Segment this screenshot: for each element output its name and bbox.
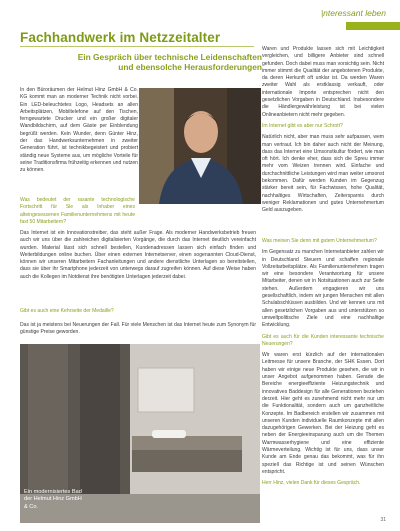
answer-3-text: Natürlich nicht, aber man muss sehr aufpassen, wem man vertraut. Ich bin daher auch nicht der Meinung, dass das Internet eine Umsonstkultur fördert, wie man oft hört. Ich denke eher, dass sich die Spreu immer mehr vom Weizen trennen wird. Einfache und durchschnittliche Leistungen wird man weiter umsonst bekommen. Dafür werden Kunden im Gegenzug stärker bereit sein, für Fachwissen, hohe Qualität, nachhaltiges Wirtschaften, Zeitersparnis durch weniger Reklamationen und gutes Unternehmertum Geld auszugeben. (262, 134, 384, 214)
right-top-text: Waren und Produkte lassen sich mit Leichtigkeit vergleichen, und billigere Anbieter sind schnell gefunden. Doch dabei muss man vorsichtig sein. Nicht immer stimmt die Qualität der angebotenen Produkte, da deren Herkunft oft unklar ist. Da werden Waren zweiter Wahl als erstklassig verkauft, oder internationale Importe entsprechen nicht den gesetzlichen Vorgaben in Deutschland. Insbesondere die Händlergewährleistung ist bei vielen Onlineanbietern nicht mehr gegeben. (262, 46, 384, 118)
answer-1 (20, 230, 256, 285)
question-1 (20, 197, 135, 230)
title-divider (20, 46, 254, 47)
answer-1-text: Das Internet ist ein Innovationstreiber, das steht außer Frage. Als moderner Handwerksbetrieb freuen auch wir uns über die zahlreichen digitalisierten Vorgänge, die durch das Internet deutlich vereinfacht wurden. Material lässt sich schnell bestellen, Kundenadressen lassen sich einfach finden und Weiterbildungen online buchen. Über einen externen Internetserver, einen sogenannten Cloud-Dienst, können wir unseren Mitarbeitern Fachanleitungen und andere dienstliche Unterlagen so bereitstellen, dass sie über ihr Smartphone jederzeit von unterwegs darauf zugreifen können. Auf diese Weise haben auch die Kollegen im Notdienst ihre benötigten Unterlagen jederzeit dabei. (20, 230, 256, 280)
bathroom-photo (20, 344, 260, 523)
question-3-text: Im Internet gibt es aber nur Schrott? (262, 122, 343, 129)
answer-2 (20, 322, 256, 341)
intro-text: In den Büroräumen der Helmut Hinz GmbH & Co. KG kommt man an moderner Technik nicht vorbei. Ein LED-beleuchtetes Logo, Headsets an allen Arbeitsplätzen, Mobiltelefone auf den Tischen, ferngewartete Drucker und ein großer digitaler Wandbildschirm, auf dem Gäste per Einblendung begrüßt werden. Kein Wunder, denn Günter Hinz, der das Handwerksunternehmen in zweiter Generation führt, ist technikbegeistert und probiert ständig neue Systeme aus, um mögliche Vorteile für seine Traditionsfirma frühzeitig erkennen und nutzen zu können. (20, 87, 138, 174)
section-tag: |nteressant leben (320, 8, 386, 18)
intro-paragraph (20, 87, 138, 179)
portrait-photo (139, 88, 261, 204)
question-4-text: Was meinen Sie denn mit gutem Unternehmertum? (262, 238, 377, 244)
article-subtitle: Ein Gespräch über technische Leidenschaften und ebensolche Herausforderungen (77, 52, 262, 73)
article-title: Fachhandwerk im Netzzeitalter (20, 30, 221, 45)
question-5-text: Gibt es auch für die Kunden interessante technische Neuerungen? (262, 333, 384, 347)
answer-4-text: Im Gegensatz zu manchen Internetanbieter zahlen wir in Deutschland Steuern und schaffen regionale Vollzeitarbeitsplätze. Als Familienunternehmen tragen wir eine besondere Verantwortung für unsere Mitarbeiter, denen wir in Notsituationen auch zur Seite stehen. Außerdem engagieren wir uns gesellschaftlich, indem wir jungen Menschen mit allen Schulabschlüssen ausbilden. Und wir kennen uns mit allen gesetzlichen Vorgaben aus und unterstützen so umweltpolitische Ziele und eine nachhaltige Entwicklung. (262, 249, 384, 329)
portrait-illustration (139, 88, 261, 204)
answer-5-text: Wir waren erst kürzlich auf der internationalen Leitmesse für unsere Branche, der SHK Essen. Dort haben wir einige neue Produkte gesehen, die wir in unser Angebot aufgenommen haben. Gerade die Bereiche energieeffiziente Heizungstechnik und innovatives Baddesign für alle Generationen beziehen derzeit. Hier geht es zunehmend nicht mehr nur um die Funktionalität, sondern auch um ganzheitliche Konzepte. Im Badbereich erstellen wir zusammen mit unseren Kunden individuelle Raumkonzepte mit allen dazugehörigen Gewerken. Bei der Heizung geht es neben der Energieeinsparung auch um die Themen Warmwasserhygiene und eine effiziente Wärmeverteilung. Wichtig ist für uns, dass unser Kunde am Ende genau das bekommt, was für ihn speziell das Richtige ist und seinen Wünschen entspricht. (262, 352, 384, 475)
closing-text: Herr Hinz, vielen Dank für dieses Gespräch. (262, 480, 361, 487)
section-bar (346, 22, 400, 30)
right-column-lower (262, 238, 384, 492)
question-2 (20, 308, 135, 319)
question-1-text: Was bedeutet der rasante technologische Fortschritt für Sie als Inhaber eines alteingesessenen Familienunternehmens mit heute fast 50 Mitarbeitern? (20, 197, 135, 225)
photo-caption: Ein modernisiertes Bad der Helmut Hinz GmbH & Co. (24, 488, 82, 510)
page-number: 31 (380, 517, 386, 523)
answer-2-text: Das ist ja meistens bei Neuerungen der Fall. Für viele Menschen ist das Internet heute zum Synonym für günstige Preise geworden. (20, 322, 256, 336)
question-2-text: Gibt es auch eine Kehrseite der Medaille? (20, 308, 114, 314)
right-column-top (262, 46, 384, 219)
